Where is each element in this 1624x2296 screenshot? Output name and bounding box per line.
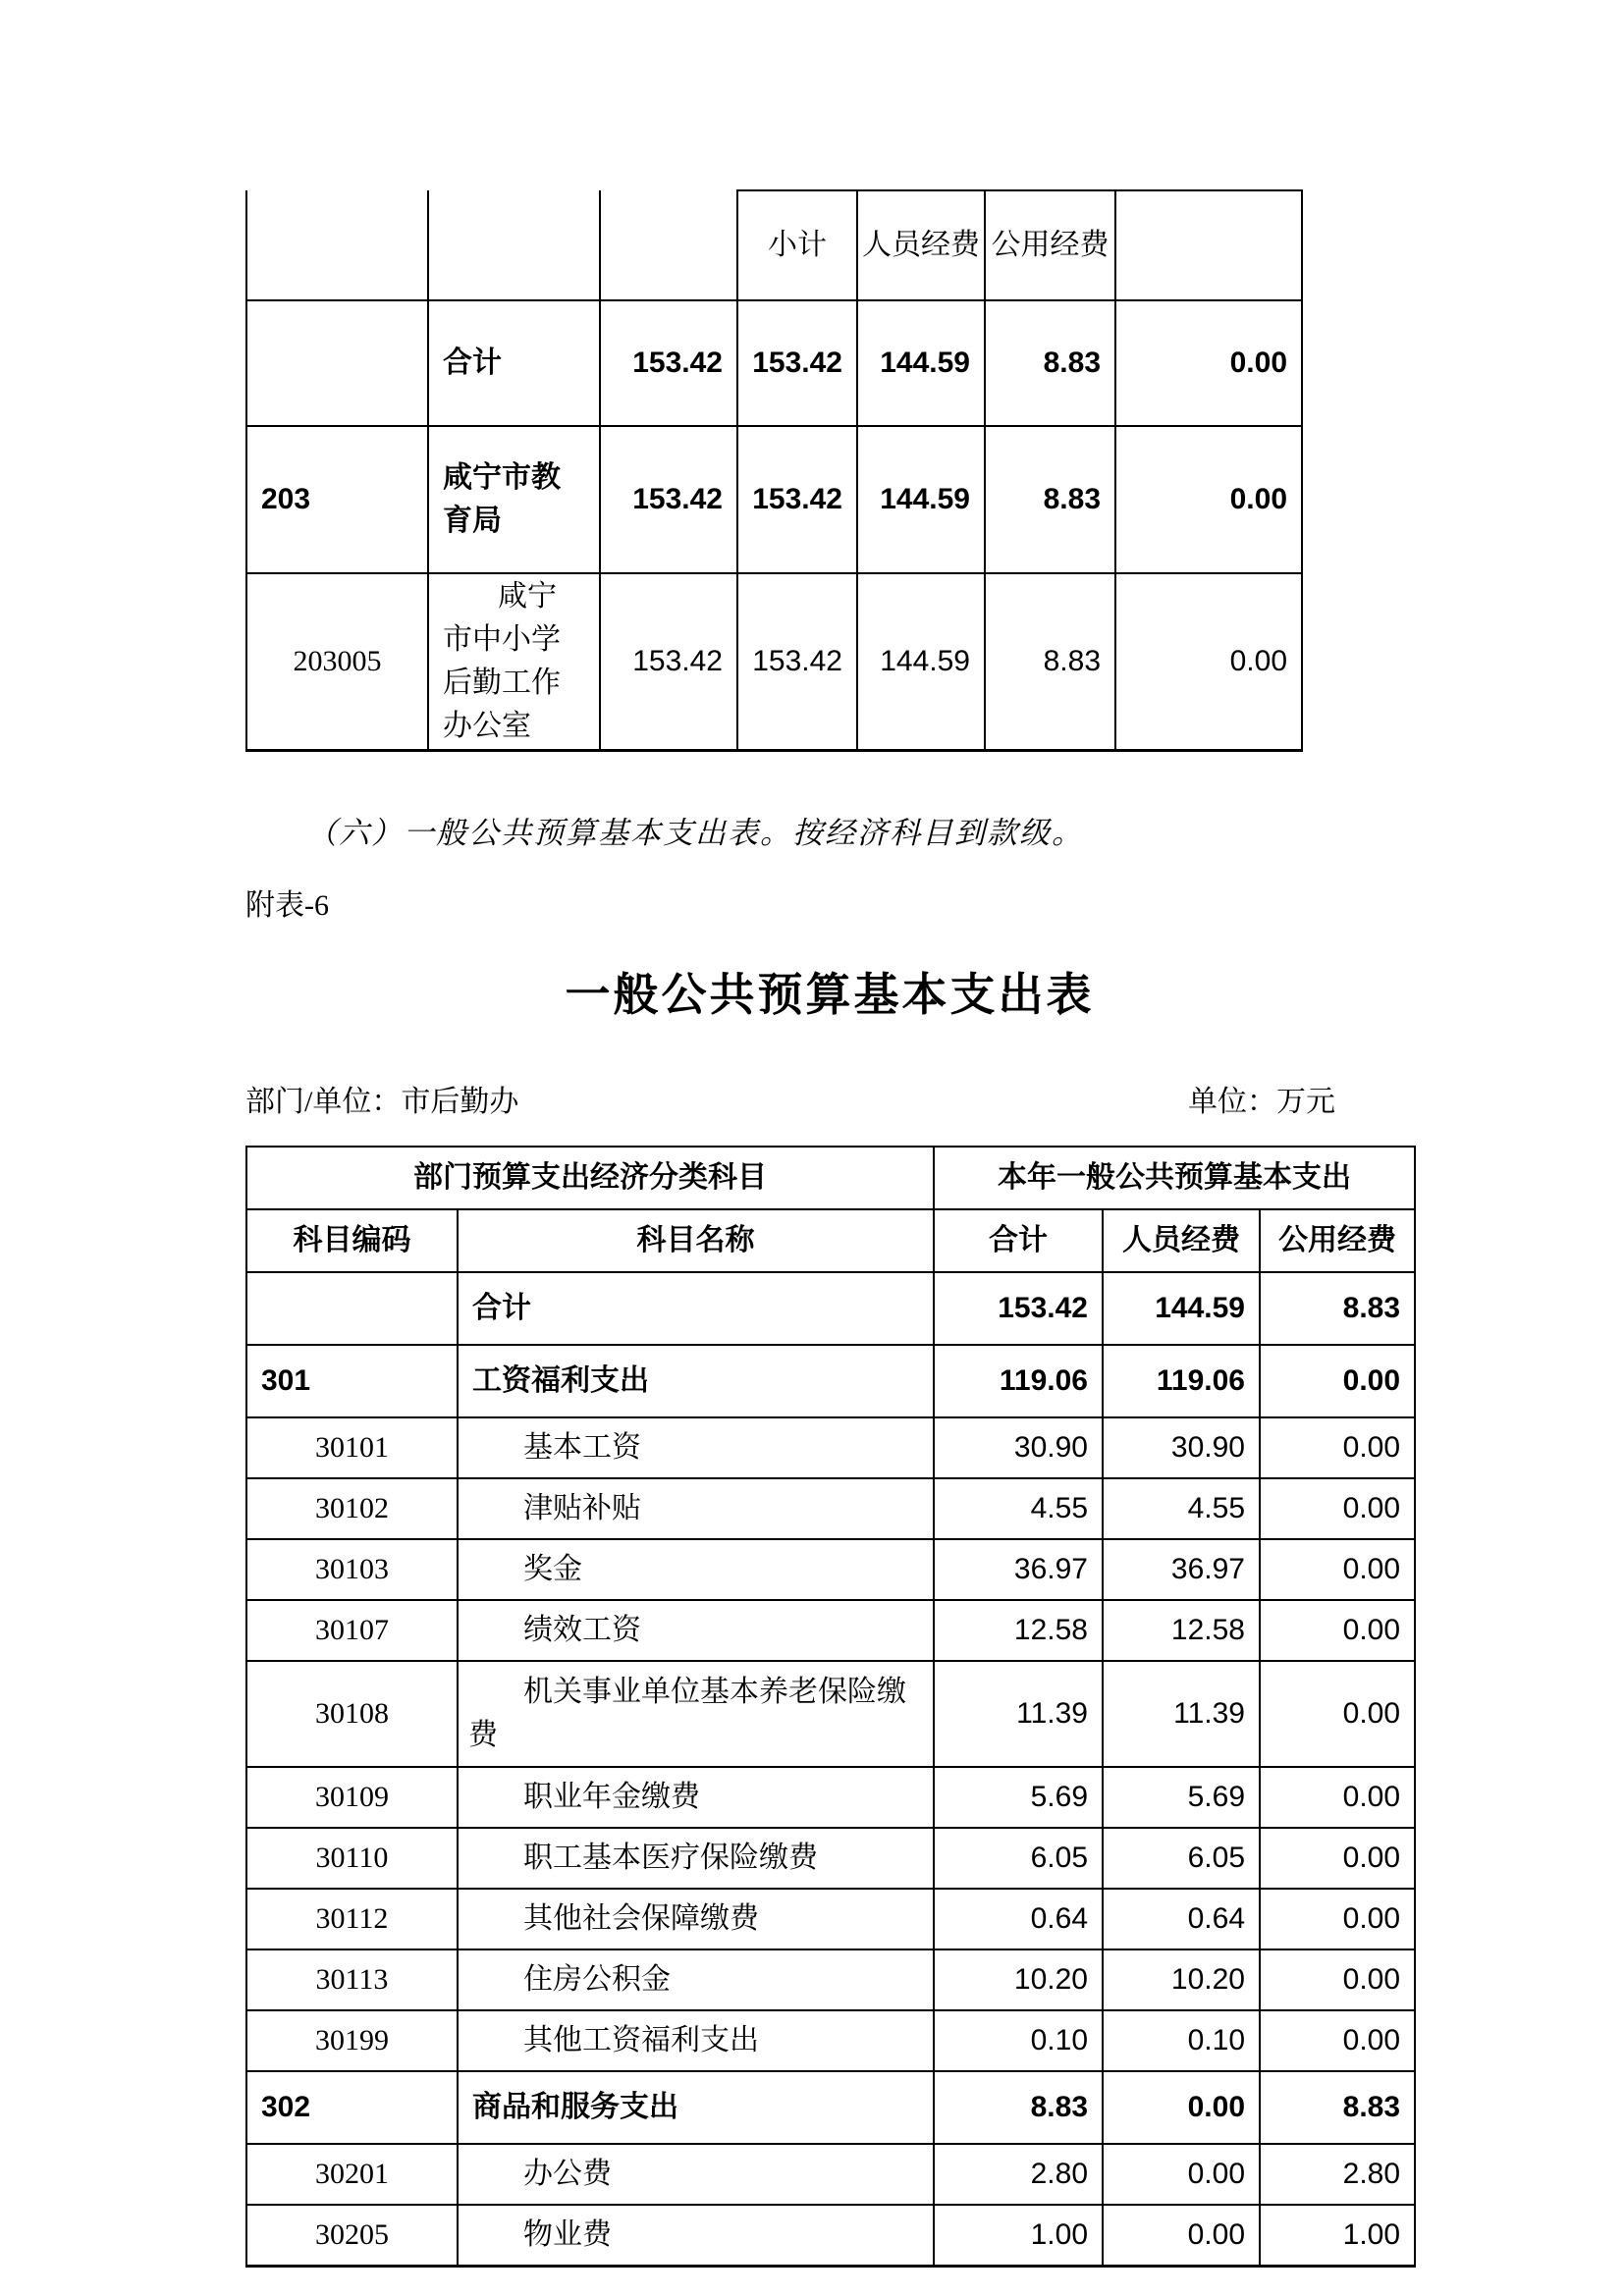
appendix-label: 附表-6: [245, 889, 329, 923]
cell-personnel: 11.39: [1103, 1661, 1260, 1767]
cell-public: 8.83: [985, 300, 1115, 426]
cell-public: 8.83: [1260, 2071, 1415, 2144]
cell-personnel: 144.59: [857, 300, 985, 426]
cell-total: 2.80: [934, 2144, 1103, 2205]
cell-code: [246, 300, 428, 426]
table-row-total: [246, 300, 1302, 426]
table-row-203: [246, 426, 1302, 573]
table-row: [246, 1272, 1415, 1345]
column-header-row: [246, 1209, 1415, 1272]
cell-code: 30109: [246, 1767, 458, 1828]
table-row: [246, 1478, 1415, 1539]
cell-total: 6.05: [934, 1828, 1103, 1889]
continuation-table: [245, 189, 1303, 752]
table-row: [246, 1600, 1415, 1661]
cell-name: 住房公积金: [458, 1949, 934, 2010]
cell-name: 绩效工资: [458, 1600, 934, 1661]
cell-public: 0.00: [1260, 2010, 1415, 2071]
cell-public: 1.00: [1260, 2205, 1415, 2266]
cell-total: 12.58: [934, 1600, 1103, 1661]
cell-personnel: 119.06: [1103, 1345, 1260, 1417]
cell-personnel: 0.00: [1103, 2071, 1260, 2144]
group-header-row: [246, 1147, 1415, 1209]
cell-total: 153.42: [600, 300, 737, 426]
cell-code: 302: [246, 2071, 458, 2144]
cell-public: 0.00: [1260, 1478, 1415, 1539]
table-row: [246, 2071, 1415, 2144]
cell-total: 153.42: [600, 573, 737, 750]
cell-name: 物业费: [458, 2205, 934, 2266]
cell-name: 工资福利支出: [458, 1345, 934, 1417]
cell-public: 0.00: [1260, 1539, 1415, 1600]
cell-code: 30113: [246, 1949, 458, 2010]
header-cell-public: 公用经费: [985, 190, 1115, 300]
header-cell-name: 科目名称: [458, 1209, 934, 1272]
table-row: [246, 1889, 1415, 1949]
table-row: [246, 1828, 1415, 1889]
cell-name: 合计: [428, 300, 600, 426]
cell-personnel: 144.59: [1103, 1272, 1260, 1345]
cell-personnel: 4.55: [1103, 1478, 1260, 1539]
cell-public: 8.83: [1260, 1272, 1415, 1345]
cell-code: 30201: [246, 2144, 458, 2205]
cell-personnel: 10.20: [1103, 1949, 1260, 2010]
cell-name: 合计: [458, 1272, 934, 1345]
table-row: [246, 2205, 1415, 2266]
cell-total: 5.69: [934, 1767, 1103, 1828]
continuation-header-row: [246, 190, 1302, 300]
table-row: [246, 1949, 1415, 2010]
table-row: [246, 1767, 1415, 1828]
cell-name: 基本工资: [458, 1417, 934, 1478]
cell-total: 153.42: [934, 1272, 1103, 1345]
cell-name: 咸宁市中小学后勤工作办公室: [428, 573, 600, 750]
table-row: [246, 1345, 1415, 1417]
cell-code: 30101: [246, 1417, 458, 1478]
cell-personnel: 0.00: [1103, 2144, 1260, 2205]
cell-extra: 0.00: [1115, 426, 1302, 573]
cell-public: 0.00: [1260, 1661, 1415, 1767]
header-cell-code: 科目编码: [246, 1209, 458, 1272]
cell-personnel: 12.58: [1103, 1600, 1260, 1661]
cell-public: 8.83: [985, 573, 1115, 750]
cell-subtotal: 153.42: [737, 300, 857, 426]
cell-public: 0.00: [1260, 1949, 1415, 2010]
cell-name: 咸宁市教育局: [428, 426, 600, 573]
header-group-right: 本年一般公共预算基本支出: [934, 1147, 1415, 1209]
cell-name: 办公费: [458, 2144, 934, 2205]
cell-code: 30205: [246, 2205, 458, 2266]
table-row: [246, 2010, 1415, 2071]
header-cell-personnel: 人员经费: [857, 190, 985, 300]
cell-public: 2.80: [1260, 2144, 1415, 2205]
cell-extra: 0.00: [1115, 573, 1302, 750]
page-content: [245, 189, 1414, 2268]
cell-name: 机关事业单位基本养老保险缴费: [458, 1661, 934, 1767]
cell-total: 30.90: [934, 1417, 1103, 1478]
unit-label: 单位：万元: [1188, 1086, 1335, 1119]
cell-personnel: 30.90: [1103, 1417, 1260, 1478]
header-cell-empty-name: [428, 190, 600, 300]
budget-table: [245, 1146, 1416, 2268]
table-row: [246, 1539, 1415, 1600]
cell-personnel: 0.00: [1103, 2205, 1260, 2266]
header-cell-empty-total: [600, 190, 737, 300]
department-label: 部门/单位：市后勤办: [245, 1086, 519, 1119]
cell-total: 10.20: [934, 1949, 1103, 2010]
cell-name: 其他工资福利支出: [458, 2010, 934, 2071]
cell-code: [246, 1272, 458, 1345]
cell-name: 其他社会保障缴费: [458, 1889, 934, 1949]
cell-code: 30102: [246, 1478, 458, 1539]
header-cell-personnel: 人员经费: [1103, 1209, 1260, 1272]
cell-code: 30110: [246, 1828, 458, 1889]
header-cell-total: 合计: [934, 1209, 1103, 1272]
cell-total: 0.10: [934, 2010, 1103, 2071]
header-cell-empty-extra: [1115, 190, 1302, 300]
cell-code: 30107: [246, 1600, 458, 1661]
cell-total: 8.83: [934, 2071, 1103, 2144]
cell-total: 4.55: [934, 1478, 1103, 1539]
page-title: 一般公共预算基本支出表: [565, 969, 1095, 1021]
header-group-left: 部门预算支出经济分类科目: [246, 1147, 934, 1209]
cell-name: 职业年金缴费: [458, 1767, 934, 1828]
cell-total: 0.64: [934, 1889, 1103, 1949]
cell-code: 203: [246, 426, 428, 573]
cell-personnel: 0.10: [1103, 2010, 1260, 2071]
cell-personnel: 144.59: [857, 426, 985, 573]
cell-personnel: 0.64: [1103, 1889, 1260, 1949]
header-cell-subtotal: 小计: [737, 190, 857, 300]
header-cell-empty-code: [246, 190, 428, 300]
table-row: [246, 1417, 1415, 1478]
cell-personnel: 6.05: [1103, 1828, 1260, 1889]
cell-code: 30103: [246, 1539, 458, 1600]
cell-total: 1.00: [934, 2205, 1103, 2266]
cell-public: 0.00: [1260, 1417, 1415, 1478]
cell-public: 0.00: [1260, 1767, 1415, 1828]
cell-public: 0.00: [1260, 1345, 1415, 1417]
section-paragraph: （六）一般公共预算基本支出表。按经济科目到款级。: [306, 815, 1084, 850]
table-row-203005: [246, 573, 1302, 750]
cell-personnel: 144.59: [857, 573, 985, 750]
cell-code: 30112: [246, 1889, 458, 1949]
cell-code: 203005: [246, 573, 428, 750]
cell-name: 商品和服务支出: [458, 2071, 934, 2144]
cell-code: 30108: [246, 1661, 458, 1767]
cell-public: 8.83: [985, 426, 1115, 573]
cell-personnel: 5.69: [1103, 1767, 1260, 1828]
cell-code: 301: [246, 1345, 458, 1417]
cell-name: 奖金: [458, 1539, 934, 1600]
cell-name: 职工基本医疗保险缴费: [458, 1828, 934, 1889]
cell-public: 0.00: [1260, 1600, 1415, 1661]
cell-subtotal: 153.42: [737, 426, 857, 573]
cell-total: 36.97: [934, 1539, 1103, 1600]
cell-total: 153.42: [600, 426, 737, 573]
cell-name: 津贴补贴: [458, 1478, 934, 1539]
cell-public: 0.00: [1260, 1889, 1415, 1949]
cell-subtotal: 153.42: [737, 573, 857, 750]
table-meta-line: [245, 1077, 1414, 1120]
cell-code: 30199: [246, 2010, 458, 2071]
table-row: [246, 1661, 1415, 1767]
cell-extra: 0.00: [1115, 300, 1302, 426]
cell-personnel: 36.97: [1103, 1539, 1260, 1600]
cell-public: 0.00: [1260, 1828, 1415, 1889]
cell-total: 119.06: [934, 1345, 1103, 1417]
header-cell-public: 公用经费: [1260, 1209, 1415, 1272]
cell-total: 11.39: [934, 1661, 1103, 1767]
table-row: [246, 2144, 1415, 2205]
